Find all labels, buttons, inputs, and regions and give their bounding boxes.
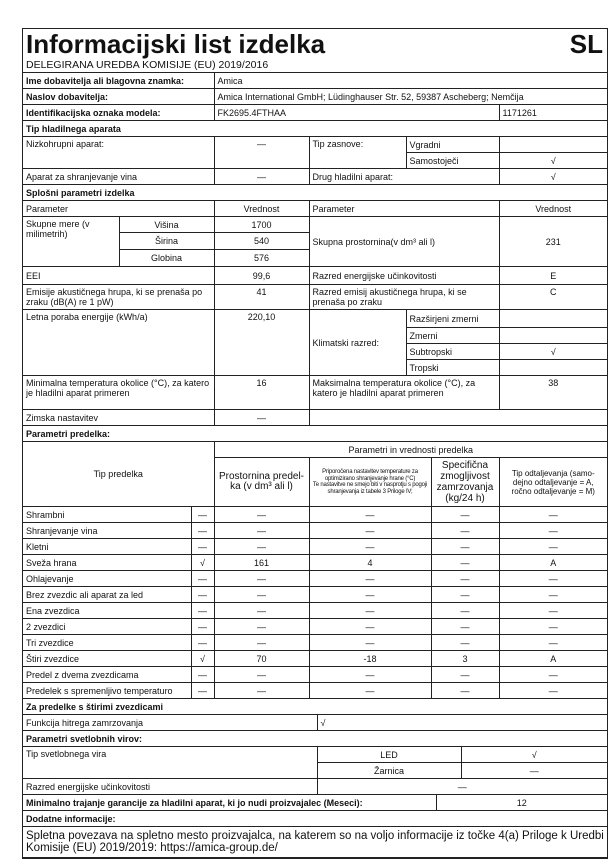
compartment-defrost-type: — — [499, 539, 607, 555]
section-light: Parametri svetlobnih virov: — [23, 731, 607, 747]
model-code: 1171261 — [499, 105, 607, 121]
compartment-present: — — [191, 635, 214, 651]
climate-value — [499, 310, 607, 328]
language-code: SL — [569, 29, 603, 59]
compartment-defrost-type: — — [499, 683, 607, 699]
dimensions-label: Skupne mere (v milimetrih) — [23, 217, 119, 267]
energy-class-value: E — [499, 267, 607, 285]
compartment-freezing-capacity: — — [431, 619, 499, 635]
compartment-volume: — — [214, 603, 309, 619]
wine-storage-label: Aparat za shranjevanje vina — [23, 169, 214, 185]
compartment-freezing-capacity: 3 — [431, 651, 499, 667]
compartment-volume: — — [214, 507, 309, 523]
compartment-name: Ena zvezdica — [23, 603, 191, 619]
compartment-volume: — — [214, 539, 309, 555]
compartment-row — [23, 651, 607, 667]
compartment-temperature: — — [309, 587, 431, 603]
compartment-name: Kletni — [23, 539, 191, 555]
compartment-present: √ — [191, 651, 214, 667]
compartments-table — [23, 425, 607, 699]
compartment-defrost-type: — — [499, 587, 607, 603]
climate-value — [499, 328, 607, 344]
noise-class-label: Razred emisij akustičnega hrupa, ki se prenaša po zraku — [309, 285, 499, 310]
compartment-temperature: -18 — [309, 651, 431, 667]
compartment-present: — — [191, 539, 214, 555]
compartment-row — [23, 603, 607, 619]
light-class-value: — — [317, 779, 607, 795]
compartment-present: — — [191, 667, 214, 683]
title-text: Informacijski list izdelka — [26, 29, 326, 59]
min-temp-value: 16 — [214, 376, 309, 410]
section-additional: Dodatne informacije: — [23, 811, 607, 827]
height-label: Višina — [119, 217, 214, 233]
compartment-temperature: — — [309, 603, 431, 619]
model-id: FK2695.4FTHAA — [214, 105, 499, 121]
min-temp-label: Minimalna temperatura okolice (°C), za katero je hladilni aparat primeren — [23, 376, 214, 410]
compartment-name: Predel z dvema zvezdicama — [23, 667, 191, 683]
compartment-row — [23, 539, 607, 555]
compartment-name: Brez zvezdic ali aparat za led — [23, 587, 191, 603]
width-label: Širina — [119, 233, 214, 250]
compartment-temperature: — — [309, 619, 431, 635]
general-parameters-table — [23, 184, 607, 426]
wine-storage-value: — — [214, 169, 309, 185]
climate-value — [499, 360, 607, 376]
compartment-defrost-type: — — [499, 603, 607, 619]
compartment-defrost-type: — — [499, 667, 607, 683]
bulb-label: Žarnica — [317, 763, 461, 779]
compartment-defrost-type: A — [499, 555, 607, 571]
compartment-volume: — — [214, 683, 309, 699]
compartment-freezing-capacity: — — [431, 539, 499, 555]
compartment-defrost-type: — — [499, 523, 607, 539]
compartment-defrost-type: — — [499, 619, 607, 635]
compartment-present: — — [191, 619, 214, 635]
noise-value: 41 — [214, 285, 309, 310]
compartment-row — [23, 571, 607, 587]
fast-freeze-label: Funkcija hitrega zamrzovanja — [23, 715, 317, 731]
winter-setting-value: — — [214, 410, 309, 426]
winter-setting-label: Zimska nastavitev — [23, 410, 214, 426]
empty-cell — [309, 410, 607, 426]
product-information-sheet — [22, 28, 608, 859]
compartment-volume: — — [214, 523, 309, 539]
light-class-label: Razred energijske učinkovitosti — [23, 779, 317, 795]
noise-label: Emisije akustičnega hrupa, ki se prenaša po zraku (dB(A) re 1 pW) — [23, 285, 214, 310]
led-value: √ — [461, 747, 607, 763]
max-temp-value: 38 — [499, 376, 607, 410]
compartment-name: 2 zvezdici — [23, 619, 191, 635]
param-header-2: Parameter — [309, 201, 499, 217]
compartment-name: Štiri zvezdice — [23, 651, 191, 667]
compartment-temperature: — — [309, 667, 431, 683]
compartment-temperature: — — [309, 571, 431, 587]
section-four-star: Za predelke s štirimi zvezdicami — [23, 699, 607, 715]
light-source-table — [23, 730, 607, 795]
supplier-name-label: Ime dobavitelja ali blagovna znamka: — [23, 73, 214, 89]
depth-label: Globina — [119, 250, 214, 267]
compartment-freezing-capacity: — — [431, 603, 499, 619]
fast-freeze-value: √ — [317, 715, 607, 731]
supplier-address-label: Naslov dobavitelja: — [23, 89, 214, 105]
four-star-table — [23, 698, 607, 731]
volume-header: Prostornina predel-ka (v dm³ ali l) — [214, 458, 309, 507]
built-in-label: Vgradni — [406, 137, 499, 153]
low-noise-label: Nizkohrupni aparat: — [23, 137, 214, 169]
warranty-label: Minimalno trajanje garancije za hladilni aparat, ki jo nudi proizvajalec (Meseci): — [23, 795, 436, 811]
climate-label: Razširjeni zmerni — [406, 310, 499, 328]
compartment-name: Sveža hrana — [23, 555, 191, 571]
compartment-row — [23, 507, 607, 523]
compartment-freezing-capacity: — — [431, 507, 499, 523]
annual-energy-value: 220,10 — [214, 310, 309, 376]
climate-value: √ — [499, 344, 607, 360]
compartment-freezing-capacity: — — [431, 571, 499, 587]
compartment-present: — — [191, 523, 214, 539]
compartment-temperature: — — [309, 635, 431, 651]
compartment-volume: — — [214, 635, 309, 651]
compartment-name: Shrambni — [23, 507, 191, 523]
section-compartments: Parametri predelka: — [23, 426, 607, 442]
supplier-name: Amica — [214, 73, 607, 89]
model-label: Identifikacijska oznaka modela: — [23, 105, 214, 121]
low-noise-value: — — [214, 137, 309, 169]
compartment-name: Tri zvezdice — [23, 635, 191, 651]
compartment-name: Ohlajevanje — [23, 571, 191, 587]
freezing-capacity-header: Specifična zmogljivost zamrzovanja (kg/24 h) — [431, 458, 499, 507]
compartment-volume: 161 — [214, 555, 309, 571]
total-volume-value: 231 — [499, 217, 607, 267]
compartment-defrost-type: — — [499, 571, 607, 587]
temp-header-line1: Priporočena nastavitev temperature za optimizirano shranjevanje hrane (°C) — [322, 469, 418, 482]
compartment-temperature: 4 — [309, 555, 431, 571]
compartment-row — [23, 635, 607, 651]
compartment-defrost-type: — — [499, 635, 607, 651]
compartment-defrost-type: A — [499, 651, 607, 667]
compartment-volume: — — [214, 587, 309, 603]
bulb-value: — — [461, 763, 607, 779]
depth-value: 576 — [214, 250, 309, 267]
light-type-label: Tip svetlobnega vira — [23, 747, 317, 779]
compartment-temperature: — — [309, 683, 431, 699]
led-label: LED — [317, 747, 461, 763]
total-volume-label: Skupna prostornina(v dm³ ali l) — [309, 217, 499, 267]
compartment-freezing-capacity: — — [431, 555, 499, 571]
other-appliance-label: Drug hladilni aparat: — [309, 169, 499, 185]
energy-class-label: Razred energijske učinkovitosti — [309, 267, 499, 285]
compartment-row — [23, 619, 607, 635]
temp-header — [309, 458, 431, 507]
compartment-present: — — [191, 571, 214, 587]
compartment-name: Predelek s spremenljivo temperaturo — [23, 683, 191, 699]
climate-label: Subtropski — [406, 344, 499, 360]
compartment-volume: 70 — [214, 651, 309, 667]
document-title — [23, 29, 607, 59]
additional-info-text: Spletna povezava na spletno mesto proizvajalca, na katerem so na voljo informacije iz točke 4(a) Priloge k Uredbi Komisije (EU) 2019/2019: https://amica-group.de/ — [23, 827, 607, 858]
compartment-present: — — [191, 587, 214, 603]
freestanding-label: Samostoječi — [406, 153, 499, 169]
compartment-volume: — — [214, 619, 309, 635]
compartment-type-header: Tip predelka — [23, 442, 214, 507]
compartment-present: — — [191, 683, 214, 699]
compartment-freezing-capacity: — — [431, 635, 499, 651]
freestanding-value: √ — [499, 153, 607, 169]
climate-class-label: Klimatski razred: — [309, 310, 406, 376]
width-value: 540 — [214, 233, 309, 250]
compartment-freezing-capacity: — — [431, 667, 499, 683]
compartment-row — [23, 667, 607, 683]
compartment-temperature: — — [309, 539, 431, 555]
compartment-name: Shranjevanje vina — [23, 523, 191, 539]
compartment-freezing-capacity: — — [431, 587, 499, 603]
compartment-freezing-capacity: — — [431, 683, 499, 699]
section-appliance-type: Tip hladilnega aparata — [23, 121, 607, 137]
max-temp-label: Maksimalna temperatura okolice (°C), za katero je hladilni aparat primeren — [309, 376, 499, 410]
defrost-type-header: Tip odtaljevanja (samo-dejno odtaljevanje = A, ročno odtaljevanje = M) — [499, 458, 607, 507]
compartment-volume: — — [214, 571, 309, 587]
compartment-present: √ — [191, 555, 214, 571]
compartment-defrost-type: — — [499, 507, 607, 523]
warranty-value: 12 — [436, 795, 607, 811]
compartment-temperature: — — [309, 507, 431, 523]
height-value: 1700 — [214, 217, 309, 233]
warranty-table — [23, 794, 607, 858]
compartment-volume: — — [214, 667, 309, 683]
other-appliance-value: √ — [499, 169, 607, 185]
compartment-row — [23, 523, 607, 539]
compartment-row — [23, 555, 607, 571]
regulation-subtitle: DELEGIRANA UREDBA KOMISIJE (EU) 2019/2016 — [23, 59, 607, 73]
compartment-row — [23, 587, 607, 603]
compartment-temperature: — — [309, 523, 431, 539]
compartment-params-header: Parametri in vrednosti predelka — [214, 442, 607, 458]
eei-value: 99,6 — [214, 267, 309, 285]
compartment-present: — — [191, 507, 214, 523]
climate-label: Tropski — [406, 360, 499, 376]
supplier-table — [23, 72, 607, 121]
climate-label: Zmerni — [406, 328, 499, 344]
eei-label: EEI — [23, 267, 214, 285]
section-general: Splošni parametri izdelka — [23, 185, 607, 201]
appliance-type-table — [23, 120, 607, 185]
temp-header-line2: Te nastavitve ne smejo biti v nasprotju s pogoji shranjevanja iz tabele 3 Priloge IV; — [312, 482, 428, 495]
compartment-row — [23, 683, 607, 699]
noise-class-value: C — [499, 285, 607, 310]
compartment-present: — — [191, 603, 214, 619]
value-header: Vrednost — [214, 201, 309, 217]
param-header: Parameter — [23, 201, 214, 217]
compartment-freezing-capacity: — — [431, 523, 499, 539]
supplier-address: Amica International GmbH; Lüdinghauser Str. 52, 59387 Ascheberg; Nemčija — [214, 89, 607, 105]
value-header-2: Vrednost — [499, 201, 607, 217]
annual-energy-label: Letna poraba energije (kWh/a) — [23, 310, 214, 376]
built-in-value — [499, 137, 607, 153]
design-type-label: Tip zasnove: — [309, 137, 406, 169]
